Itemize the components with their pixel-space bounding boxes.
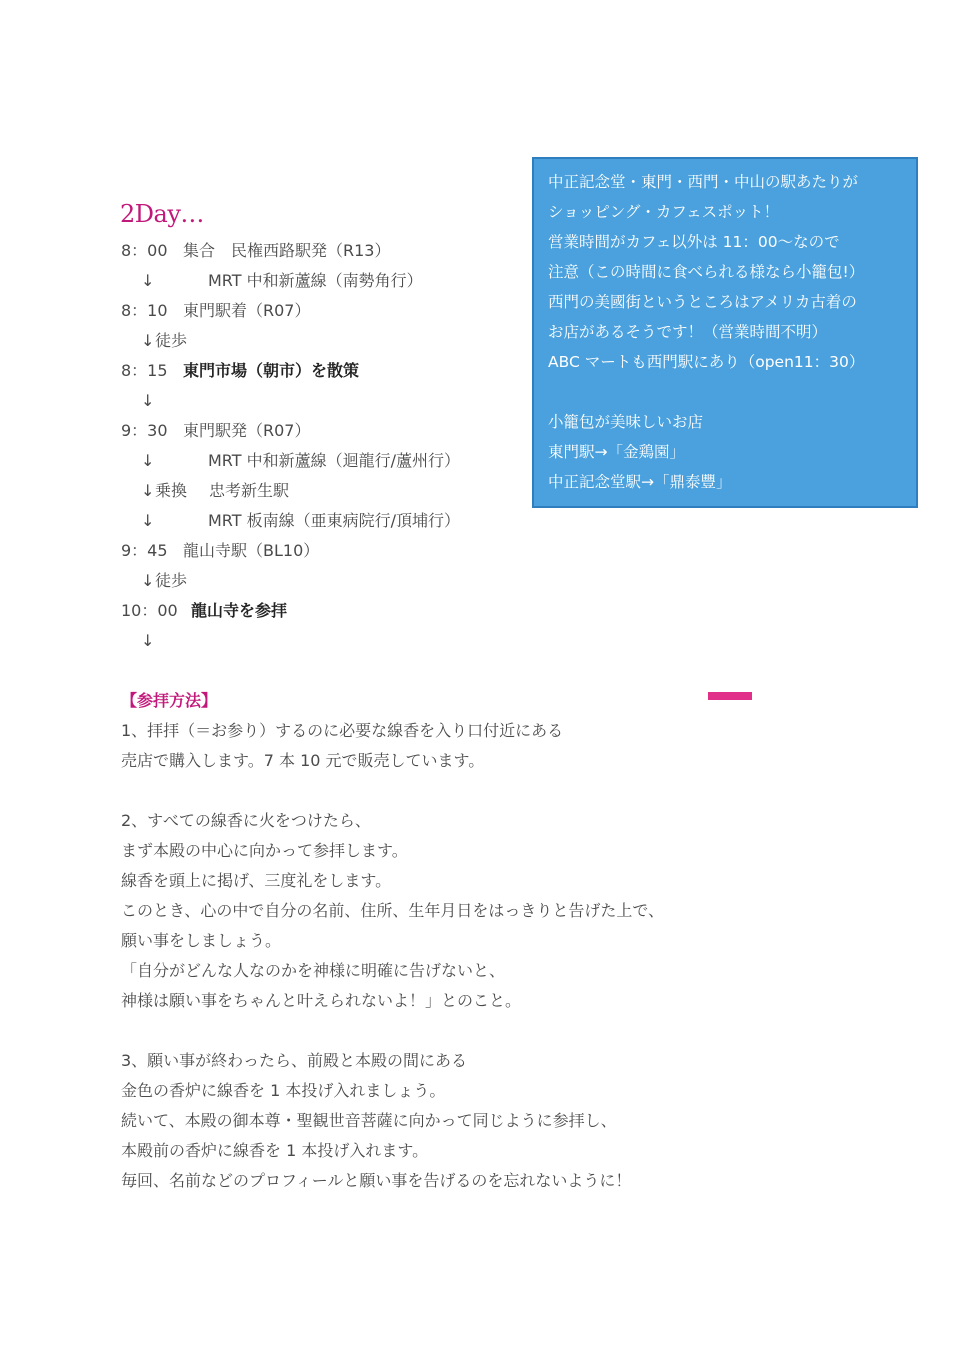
schedule-time: 9：30 <box>121 421 168 440</box>
down-arrow-icon: ↓ <box>141 571 155 590</box>
schedule-text: 東門市場（朝市）を散策 <box>183 361 360 380</box>
schedule-row <box>121 626 541 656</box>
schedule-row <box>121 476 541 506</box>
schedule <box>121 236 541 656</box>
schedule-row <box>121 236 541 266</box>
schedule-row <box>121 386 541 416</box>
schedule-text: 乗換 <box>155 481 188 500</box>
schedule-row <box>121 446 541 476</box>
schedule-text: 東門駅着（R07） <box>183 301 311 320</box>
schedule-row <box>121 326 541 356</box>
info-line: ショッピング・カフェスポット！ <box>548 203 780 221</box>
paragraph-line: まず本殿の中心に向かって参拝します。 <box>121 841 408 860</box>
metro-line: MRT 中和新蘆線（南勢角行） <box>208 271 423 290</box>
schedule-row <box>121 356 541 386</box>
schedule-text: 龍山寺駅（BL10） <box>183 541 320 560</box>
schedule-text: 集合 民権西路駅発（R13） <box>183 241 391 260</box>
info-line: お店があるそうです！（営業時間不明） <box>548 323 828 341</box>
paragraph-line: 1、拝拝（＝お参り）するのに必要な線香を入り口付近にある <box>121 721 564 740</box>
paragraph-line: 本殿前の香炉に線香を 1 本投げ入れます。 <box>121 1141 429 1160</box>
down-arrow-icon: ↓ <box>141 511 155 530</box>
paragraph-line: 毎回、名前などのプロフィールと願い事を告げるのを忘れないように！ <box>121 1171 632 1190</box>
info-spacer <box>548 377 904 407</box>
info-line: 小籠包が美味しいお店 <box>548 413 704 431</box>
info-line: 西門の美國街というところはアメリカ古着の <box>548 293 857 311</box>
info-line: 注意（この時間に食べられる様なら小籠包!） <box>548 263 865 281</box>
paragraph-line: 続いて、本殿の御本尊・聖観世音菩薩に向かって同じように参拝し、 <box>121 1111 617 1130</box>
info-line: 営業時間がカフェ以外は 11：00～なので <box>548 233 840 251</box>
schedule-text: 徒歩 <box>155 331 188 350</box>
section-heading: 【参拝方法】 <box>121 691 218 710</box>
down-arrow-icon: ↓ <box>141 631 155 650</box>
down-arrow-icon: ↓ <box>141 271 155 290</box>
schedule-time: 8：10 <box>121 301 168 320</box>
schedule-text: 東門駅発（R07） <box>183 421 311 440</box>
day-title: 2Day… <box>120 200 204 228</box>
schedule-row <box>121 566 541 596</box>
paragraph-line: 売店で購入します。7 本 10 元で販売しています。 <box>121 751 485 770</box>
schedule-row <box>121 506 541 536</box>
paragraph-line: 金色の香炉に線香を 1 本投げ入れましょう。 <box>121 1081 446 1100</box>
paragraph-line: 線香を頭上に掲げ、三度礼をします。 <box>121 871 392 890</box>
down-arrow-icon: ↓ <box>141 331 155 350</box>
transfer-station: 忠考新生駅 <box>209 481 290 500</box>
schedule-text: 徒歩 <box>155 571 188 590</box>
info-line: ABC マートも西門駅にあり（open11：30） <box>548 353 865 371</box>
paragraph-gap <box>121 1016 841 1046</box>
schedule-time: 8：15 <box>121 361 168 380</box>
paragraph-gap <box>121 776 841 806</box>
down-arrow-icon: ↓ <box>141 451 155 470</box>
schedule-time: 10：00 <box>121 601 178 620</box>
metro-line: MRT 板南線（亜東病院行/頂埔行） <box>208 511 461 530</box>
paragraph-line: 3、願い事が終わったら、前殿と本殿の間にある <box>121 1051 468 1070</box>
metro-line: MRT 中和新蘆線（迴龍行/蘆州行） <box>208 451 461 470</box>
schedule-row <box>121 416 541 446</box>
schedule-text: 龍山寺を参拝 <box>191 601 288 620</box>
down-arrow-icon: ↓ <box>141 481 155 500</box>
info-line: 中正記念堂駅→「鼎泰豐」 <box>548 473 732 491</box>
schedule-time: 8：00 <box>121 241 168 260</box>
schedule-row <box>121 296 541 326</box>
schedule-row <box>121 536 541 566</box>
paragraph-line: このとき、心の中で自分の名前、住所、生年月日をはっきりと告げた上で、 <box>121 901 665 920</box>
schedule-row <box>121 596 541 626</box>
info-line: 中正記念堂・東門・西門・中山の駅あたりが <box>548 173 859 191</box>
info-line: 東門駅→「金鶏園」 <box>548 443 685 461</box>
down-arrow-icon: ↓ <box>141 391 155 410</box>
paragraph-line: 「自分がどんな人なのかを神様に明確に告げないと、 <box>121 961 506 980</box>
paragraph-line: 願い事をしましょう。 <box>121 931 282 950</box>
info-box <box>532 157 918 508</box>
paragraph-line: 2、すべての線香に火をつけたら、 <box>121 811 371 830</box>
paragraph-line: 神様は願い事をちゃんと叶えられないよ！」とのこと。 <box>121 991 522 1010</box>
schedule-row <box>121 266 541 296</box>
worship-method-section <box>121 686 841 1196</box>
schedule-time: 9：45 <box>121 541 168 560</box>
